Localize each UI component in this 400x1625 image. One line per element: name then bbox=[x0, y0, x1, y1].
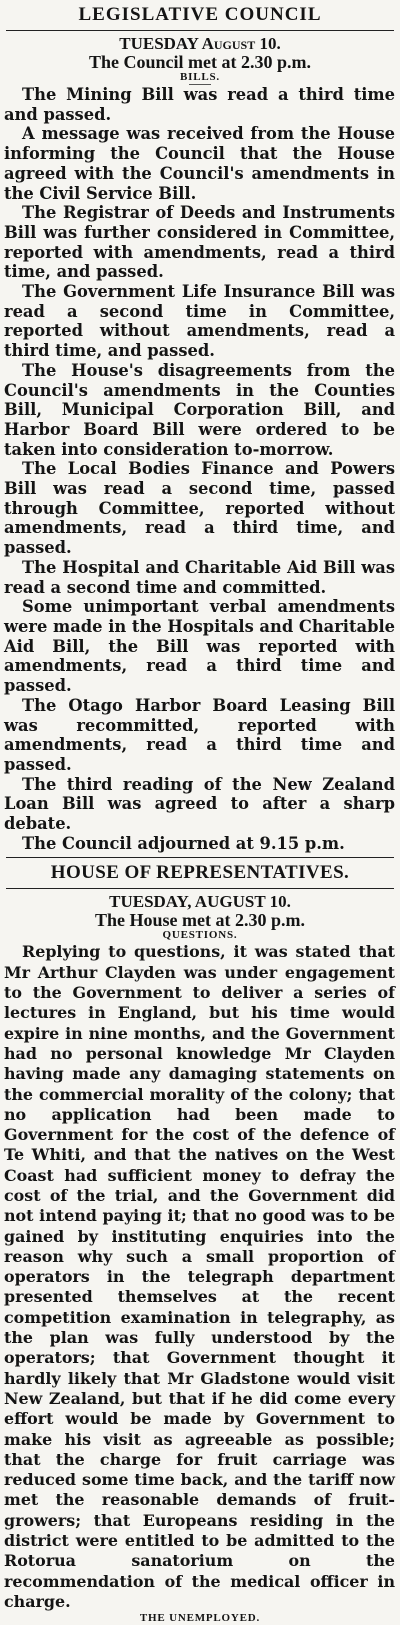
house-lead: The House met at 2.30 p.m. bbox=[95, 910, 305, 931]
bill-paragraph: The Local Bodies Finance and Powers Bill was read a second time, passed through Committee, reported without amendments, read a third time, and passed. bbox=[4, 459, 395, 558]
legislative-council-lead: The Council met at 2.30 p.m. bbox=[89, 52, 311, 72]
adjournment-paragraph: The Council adjourned at 9.15 p.m. bbox=[22, 833, 345, 853]
questions-subheading: QUESTIONS. bbox=[162, 929, 238, 942]
bill-paragraph: Some unimportant verbal amendments were made in the Hospitals and Charitable Aid Bill, the Bill was reported with amendments, read a third time and passed. bbox=[4, 597, 395, 696]
house-of-representatives-section bbox=[0, 861, 400, 1625]
bill-paragraph: The Otago Harbor Board Leasing Bill was recommitted, reported with amendments, read a third time and passed. bbox=[4, 695, 395, 774]
legislative-council-body bbox=[0, 85, 400, 853]
legislative-council-heading: LEGISLATIVE COUNCIL bbox=[78, 4, 322, 25]
questions-paragraph: Replying to questions, it was stated that Mr Arthur Clayden was under engagement to the Government to deliver a series of lectures in England, but his time would expire in nine months, and the Government had no personal knowledge Mr Clayden having made any damaging statements on the commercial morality of the colony; that no application had been made to Government for the cost of the defence of Te Whiti, and that the natives on the West Coast had sufficient money to defray the cost of the trial, and the Government did not intend paying it; that no good was to be gained by instituting enquiries into the reason why such a small proportion of operators in the telegraph department presented themselves at the recent competition examination in telegraphy, as the plan was fully understood by the operators; that Government thought it hardly likely that Mr Gladstone would visit New Zealand, but that if he did come every effort would be made by Government to make his visit as agreeable as possible; that the charge for fruit carriage was reduced some time back, and the tariff now met the reasonable demands of fruit-growers; that Europeans residing in the district were entitled to be admitted to the Rotorua sanatorium on the recommendation of the medical officer in charge. bbox=[4, 942, 395, 1611]
bill-paragraph: The Government Life Insurance Bill was read a second time in Committee, reported without amendments, read a third time, and passed. bbox=[4, 282, 395, 361]
bill-paragraph: A message was received from the House informing the Council that the House agreed with the Council's amendments in the Civil Service Bill. bbox=[4, 124, 395, 203]
house-date: TUESDAY, AUGUST 10. bbox=[109, 892, 291, 912]
house-heading: HOUSE OF REPRESENTATIVES. bbox=[50, 862, 350, 884]
legislative-council-date: TUESDAY August 10. bbox=[119, 34, 281, 53]
section-rule bbox=[6, 857, 394, 858]
bills-subheading: BILLS. bbox=[180, 71, 220, 83]
bill-paragraph: The third reading of the New Zealand Loan Bill was agreed to after a sharp debate. bbox=[4, 774, 395, 834]
house-body bbox=[0, 942, 400, 1612]
bill-paragraph: The Mining Bill was read a third time and passed. bbox=[4, 85, 395, 124]
bill-paragraph: The Registrar of Deeds and Instruments Bill was further considered in Committee, reported with amendments, read a third time, and passed. bbox=[4, 203, 395, 282]
heading-rule bbox=[6, 30, 394, 31]
unemployed-subheading: THE UNEMPLOYED. bbox=[139, 1612, 261, 1625]
heading-rule bbox=[6, 888, 394, 889]
bill-paragraph: The Hospital and Charitable Aid Bill was read a second time and committed. bbox=[4, 557, 395, 597]
bill-paragraph: The House's disagreements from the Council's amendments in the Counties Bill, Municipal Corporation Bill, and Harbor Board Bill were ordered to be taken into consideration to-morrow. bbox=[4, 360, 395, 459]
